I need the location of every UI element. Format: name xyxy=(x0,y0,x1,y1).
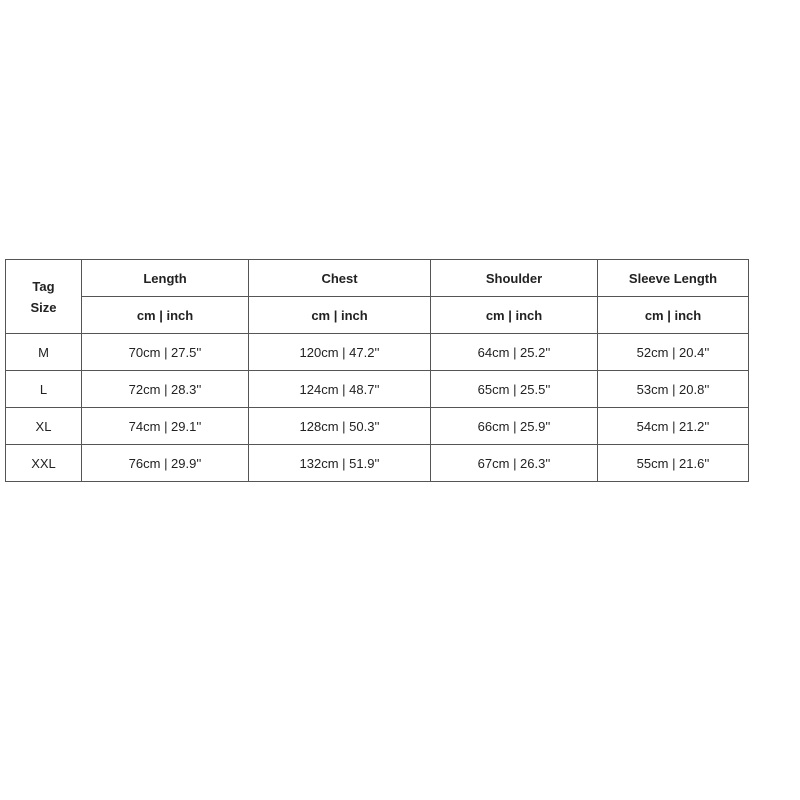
sleeve-length-cell: 54cm | 21.2'' xyxy=(598,408,749,445)
size-cell: XL xyxy=(6,408,82,445)
size-chart-header xyxy=(6,260,749,334)
shoulder-cell: 66cm | 25.9'' xyxy=(431,408,598,445)
shoulder-unit-header: cm | inch xyxy=(431,297,598,334)
chest-unit-header: cm | inch xyxy=(249,297,431,334)
shoulder-cell: 67cm | 26.3'' xyxy=(431,445,598,482)
table-row xyxy=(6,371,749,408)
sleeve-length-header: Sleeve Length xyxy=(598,260,749,297)
tag-size-header-line1: Tag xyxy=(32,278,55,294)
shoulder-cell: 65cm | 25.5'' xyxy=(431,371,598,408)
length-cell: 76cm | 29.9'' xyxy=(82,445,249,482)
shoulder-header: Shoulder xyxy=(431,260,598,297)
sleeve-length-cell: 52cm | 20.4'' xyxy=(598,334,749,371)
chest-cell: 128cm | 50.3'' xyxy=(249,408,431,445)
length-unit-header: cm | inch xyxy=(82,297,249,334)
chest-cell: 120cm | 47.2'' xyxy=(249,334,431,371)
size-cell: XXL xyxy=(6,445,82,482)
tag-size-header xyxy=(6,260,82,334)
chest-cell: 124cm | 48.7'' xyxy=(249,371,431,408)
chest-header: Chest xyxy=(249,260,431,297)
length-cell: 70cm | 27.5'' xyxy=(82,334,249,371)
sleeve-length-cell: 53cm | 20.8'' xyxy=(598,371,749,408)
chest-cell: 132cm | 51.9'' xyxy=(249,445,431,482)
size-chart-body xyxy=(6,334,749,482)
table-row xyxy=(6,445,749,482)
length-cell: 74cm | 29.1'' xyxy=(82,408,249,445)
sleeve-length-cell: 55cm | 21.6'' xyxy=(598,445,749,482)
size-cell: M xyxy=(6,334,82,371)
length-header: Length xyxy=(82,260,249,297)
shoulder-cell: 64cm | 25.2'' xyxy=(431,334,598,371)
table-row xyxy=(6,408,749,445)
tag-size-header-line2: Size xyxy=(30,299,57,315)
table-row xyxy=(6,334,749,371)
unit-row xyxy=(6,297,749,334)
sleeve-length-unit-header: cm | inch xyxy=(598,297,749,334)
size-cell: L xyxy=(6,371,82,408)
size-chart-table xyxy=(5,259,749,482)
length-cell: 72cm | 28.3'' xyxy=(82,371,249,408)
header-row xyxy=(6,260,749,297)
